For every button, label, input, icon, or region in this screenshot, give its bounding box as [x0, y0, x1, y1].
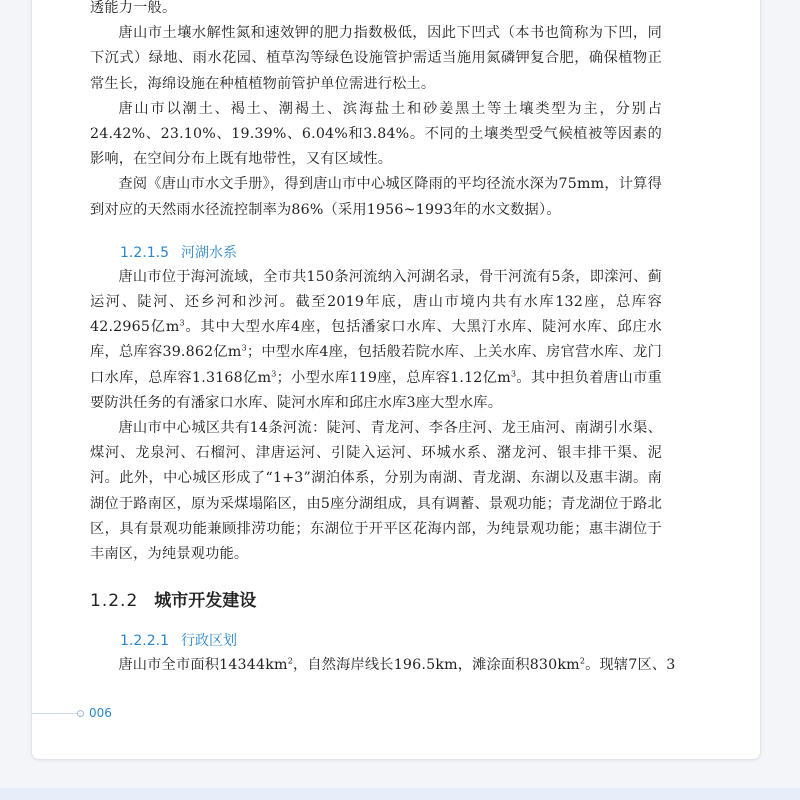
superscript: 2 — [287, 656, 293, 666]
paragraph-river-basin — [90, 265, 662, 416]
section-title: 行政区划 — [180, 633, 237, 650]
superscript: 2 — [579, 656, 586, 666]
next-page-edge — [0, 788, 800, 800]
superscript: 3 — [179, 318, 185, 328]
text-run: ；小型水库119座，总库容1.12亿m — [276, 369, 511, 386]
superscript: 3 — [510, 368, 517, 378]
superscript: 3 — [241, 343, 247, 353]
text-run: 。现辖7区、3 — [585, 657, 676, 674]
section-number: 1.2.2 — [90, 591, 139, 612]
text-run: 。其中担负着唐山市重要防洪任务的有潘家口水库、陡河水库和邱庄水库3座大型水库。 — [90, 369, 662, 411]
text-run: ；中型水库4座，包括般若院水库、上关水库、房官营水库、龙门口水库，总库容1.3168亿m — [90, 344, 662, 386]
section-title: 城市开发建设 — [154, 591, 257, 612]
paragraph-soil-fertility: 唐山市土壤水解性氮和速效钾的肥力指数极低，因此下凹式（本书也简称为下凹，同下沉式）绿地、雨水花园、植草沟等绿色设施管护需适当施用氮磷钾复合肥，确保植物正常生长，海绵设施在种植植物前管护单位需进行松土。 — [90, 25, 662, 92]
text-run: 。其中大型水库4座，包括潘家口水库、大黑汀水库、陡河水库、邱庄水库，总库容39.862亿m — [90, 319, 662, 361]
paragraph-runoff: 查阅《唐山市水文手册》，得到唐山市中心城区降雨的平均径流水深为75mm，计算得到对应的天然雨水径流控制率为86%（采用1956~1993年的水文数据）。 — [90, 176, 662, 218]
page-number: 006 — [89, 706, 112, 720]
section-title: 河湖水系 — [180, 244, 237, 261]
superscript: 3 — [271, 368, 277, 378]
text-run: 唐山市位于海河流域，全市共150条河流纳入河湖名录，骨干河流有5条，即滦河、蓟运河、陡河、还乡河和沙河。截至2019年底，唐山市境内共有水库132座，总库容42.2965亿m — [90, 268, 662, 336]
page-content — [90, 0, 676, 678]
section-number: 1.2.2.1 — [120, 633, 169, 650]
section-heading-1221 — [90, 629, 662, 653]
paragraph-soil-types: 唐山市以潮土、褐土、潮褐土、滨海盐土和砂姜黑土等土壤类型为主，分别占24.42%、23.10%、19.39%、6.04%和3.84%。不同的土壤类型受气候植被等因素的影响，在空间分布上既有地带性，又有区域性。 — [90, 100, 662, 168]
text-run: 唐山市全市面积14344km — [118, 657, 288, 674]
paragraph-city-rivers: 唐山市中心城区共有14条河流：陡河、青龙河、李各庄河、龙王庙河、南湖引水渠、煤河、龙泉河、石榴河、津唐运河、引陡入运河、环城水系、潴龙河、银丰排干渠、泥河。此外，中心城区形成了“1+3”湖泊体系，分别为南湖、青龙湖、东湖以及惠丰湖。南湖位于路南区，原为采煤塌陷区，由5座分湖组成，具有调蓄、景观功能；青龙湖位于路北区，具有景观功能兼顾排涝功能；东湖位于开平区花海内部，为纯景观功能；惠丰湖位于丰南区，为纯景观功能。 — [90, 420, 662, 563]
section-heading-122 — [90, 585, 662, 617]
section-heading-1215 — [90, 241, 662, 265]
footer-line — [31, 713, 79, 714]
page-footer — [31, 706, 151, 722]
paragraph-continued: 透能力一般。 — [90, 0, 177, 16]
footer-dot-icon — [77, 710, 84, 717]
text-run: ，自然海岸线长196.5km，滩涂面积830km — [292, 657, 580, 674]
paragraph-admin-area — [90, 653, 676, 678]
section-number: 1.2.1.5 — [120, 244, 169, 261]
